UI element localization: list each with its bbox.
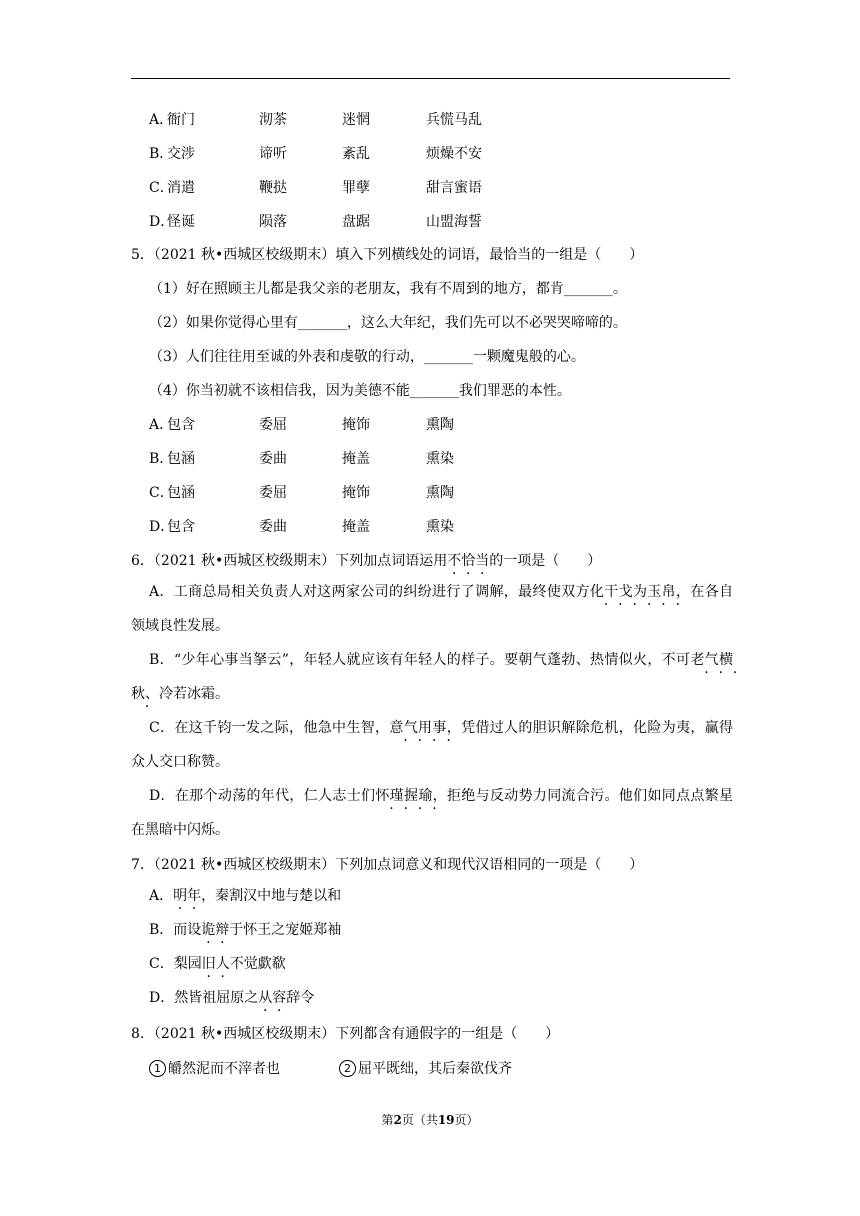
dotted-char: 旧 <box>201 956 216 972</box>
option-word: 鞭挞 <box>259 180 287 196</box>
option-word: 陨落 <box>259 214 287 230</box>
option-word: 包涵 <box>167 451 195 467</box>
option-word: 掩饰 <box>342 417 370 433</box>
dotted-char: 从 <box>258 990 273 1006</box>
q7-option-d <box>149 988 314 1008</box>
q6-option-c <box>131 711 733 779</box>
dotted-text <box>375 788 432 804</box>
option-letter: C． <box>149 485 174 501</box>
dotted-char: 年 <box>187 888 202 904</box>
option-word: 交涉 <box>167 146 195 162</box>
option-letter: B． <box>149 146 174 162</box>
option-word: 包含 <box>167 519 195 535</box>
option-word: 山盟海誓 <box>426 214 482 230</box>
dotted-char: 用 <box>418 720 433 736</box>
dotted-char: 干 <box>604 584 619 600</box>
item-text: 屈平既绌，其后秦欲伐齐 <box>358 1061 512 1077</box>
option-word: 消遣 <box>167 180 195 196</box>
option-text: B．“少年心事当拏云”，年轻人就应该有年轻人的样子。要朝气蓬勃、热情似火，不可 <box>149 652 691 668</box>
circled-number-2: 2 <box>339 1060 356 1077</box>
option-word: 怪诞 <box>167 214 195 230</box>
option-word: 委曲 <box>259 451 287 467</box>
option-word: 谛听 <box>259 146 287 162</box>
q5-sentence-4: （4）你当初就不该相信我，因为美德不能_______我们罪恶的本性。 <box>149 383 571 399</box>
option-text: 辞令 <box>286 990 315 1006</box>
option-text: ，拒绝与反动势力同流合污。他们如同点点繁星在黑暗中闪烁。 <box>131 788 734 838</box>
option-text: C．在这千钧一发之际，他急中生智， <box>149 720 390 736</box>
dotted-text <box>202 956 230 972</box>
option-text: D．在那个动荡的年代，仁人志士们 <box>149 788 376 804</box>
dotted-char: 瑾 <box>389 788 404 804</box>
q6-option-d <box>131 779 733 847</box>
option-word: 迷惘 <box>342 112 370 128</box>
option-word: 熏陶 <box>426 485 454 501</box>
option-letter: D． <box>149 214 175 230</box>
option-text: ，在各自领域良性发展。 <box>131 584 734 634</box>
option-word: 委屈 <box>259 417 287 433</box>
dotted-char: 玉 <box>647 584 662 600</box>
option-text: B．而设 <box>149 922 202 938</box>
dotted-text <box>389 720 446 736</box>
q8-item-2 <box>339 1059 512 1079</box>
option-text: A． <box>149 888 174 904</box>
dotted-char: 人 <box>215 956 230 972</box>
q5-stem: 5．（2021 秋•西城区校级期末）填入下列横线处的词语，最恰当的一组是（ ） <box>131 247 644 263</box>
dotted-char: 秋 <box>131 686 145 702</box>
option-word: 甜言蜜语 <box>426 180 482 196</box>
dotted-char: 为 <box>632 584 648 600</box>
dotted-char: 化 <box>589 584 605 600</box>
stem-text: 6．（2021 秋•西城区校级期末）下列加点词语运用 <box>131 553 448 569</box>
header-rule <box>131 78 730 79</box>
q6-option-b <box>131 643 733 711</box>
option-word: 包涵 <box>167 485 195 501</box>
dotted-char: 意 <box>389 720 404 736</box>
option-text: ，秦割汉中地与楚以和 <box>201 888 342 904</box>
q4-option-b <box>149 144 549 164</box>
q5-sentence-2: （2）如果你觉得心里有_______，这么大年纪，我们先可以不必哭哭啼啼的。 <box>149 315 627 331</box>
total-pages: 19 <box>437 1113 455 1127</box>
option-word: 包含 <box>167 417 195 433</box>
dotted-char: 戈 <box>618 584 633 600</box>
option-word: 烦燥不安 <box>426 146 482 162</box>
option-word: 沏茶 <box>259 112 287 128</box>
option-text: 于怀王之宠姬郑袖 <box>229 922 342 938</box>
dotted-text <box>447 553 489 569</box>
option-word: 衙门 <box>167 112 195 128</box>
dotted-text <box>590 584 676 600</box>
option-word: 紊乱 <box>342 146 370 162</box>
q5-sentence-1: （1）好在照顾主儿都是我父亲的老朋友，我有不周到的地方，都肯_______。 <box>149 281 627 297</box>
q6-option-a <box>131 575 733 643</box>
option-text: C．梨园 <box>149 956 202 972</box>
q4-option-d <box>149 212 549 232</box>
page-footer <box>0 1112 860 1128</box>
dotted-char: 不 <box>447 553 462 569</box>
dotted-char: 恰 <box>461 553 476 569</box>
option-letter: B． <box>149 451 174 467</box>
option-text: D．然皆祖屈原之 <box>149 990 259 1006</box>
dotted-char: 气 <box>704 652 719 668</box>
option-text: 不觉歔欷 <box>229 956 286 972</box>
q4-option-c <box>149 178 549 198</box>
option-word: 熏染 <box>426 451 454 467</box>
dotted-char: 气 <box>403 720 419 736</box>
option-word: 委屈 <box>259 485 287 501</box>
dotted-char: 事 <box>432 720 447 736</box>
dotted-text <box>201 922 229 938</box>
dotted-text <box>258 990 286 1006</box>
q4-option-a <box>149 110 549 130</box>
q6-stem <box>131 551 601 571</box>
option-letter: D． <box>149 519 175 535</box>
option-text: 、冷若冰霜。 <box>145 686 229 702</box>
option-word: 掩盖 <box>342 451 370 467</box>
dotted-char: 帛 <box>661 584 677 600</box>
q5-option-a <box>149 415 549 435</box>
dotted-char: 容 <box>272 990 287 1006</box>
q5-sentence-3: （3）人们往往用至诚的外表和虔敬的行动，_______一颗魔鬼般的心。 <box>149 349 585 365</box>
dotted-char: 辩 <box>215 922 230 938</box>
option-word: 掩盖 <box>342 519 370 535</box>
dotted-char: 横 <box>719 652 733 668</box>
option-letter: A． <box>149 112 174 128</box>
item-text: 皭然泥而不滓者也 <box>168 1061 280 1077</box>
q7-option-b <box>149 920 341 940</box>
dotted-text <box>173 888 201 904</box>
option-word: 兵慌马乱 <box>426 112 482 128</box>
option-word: 熏染 <box>426 519 454 535</box>
circled-number-1: 1 <box>149 1060 166 1077</box>
q5-option-d <box>149 517 549 537</box>
option-word: 委曲 <box>259 519 287 535</box>
dotted-char: 瑜 <box>418 788 433 804</box>
dotted-char: 怀 <box>375 788 390 804</box>
q5-option-b <box>149 449 549 469</box>
q8-item-1 <box>149 1059 280 1079</box>
option-letter: A． <box>149 417 174 433</box>
q7-option-c <box>149 954 286 974</box>
dotted-char: 当 <box>475 553 490 569</box>
option-word: 罪孽 <box>342 180 370 196</box>
q5-option-c <box>149 483 549 503</box>
option-letter: C． <box>149 180 174 196</box>
footer-text: 第 <box>381 1113 394 1127</box>
option-word: 熏陶 <box>426 417 454 433</box>
dotted-char: 老 <box>690 652 705 668</box>
footer-text: 页） <box>454 1113 479 1127</box>
option-text: ，凭借过人的胆识解除危机，化险为夷，赢得众人交口称赞。 <box>131 720 734 770</box>
option-word: 盘踞 <box>342 214 370 230</box>
option-text: A．工商总局相关负责人对这两家公司的纠纷进行了调解，最终使双方 <box>149 584 590 600</box>
footer-text: 页（共 <box>401 1113 438 1127</box>
dotted-word <box>447 553 489 569</box>
page-number: 2 <box>393 1113 402 1127</box>
q7-stem: 7．（2021 秋•西城区校级期末）下列加点词意义和现代汉语相同的一项是（ ） <box>131 857 644 873</box>
option-word: 掩饰 <box>342 485 370 501</box>
stem-text: 的一项是（ ） <box>489 553 602 569</box>
dotted-char: 明 <box>173 888 188 904</box>
dotted-char: 诡 <box>201 922 216 938</box>
q7-option-a <box>149 886 341 906</box>
q8-stem: 8．（2021 秋•西城区校级期末）下列都含有通假字的一组是（ ） <box>131 1026 560 1042</box>
dotted-char: 握 <box>404 788 419 804</box>
